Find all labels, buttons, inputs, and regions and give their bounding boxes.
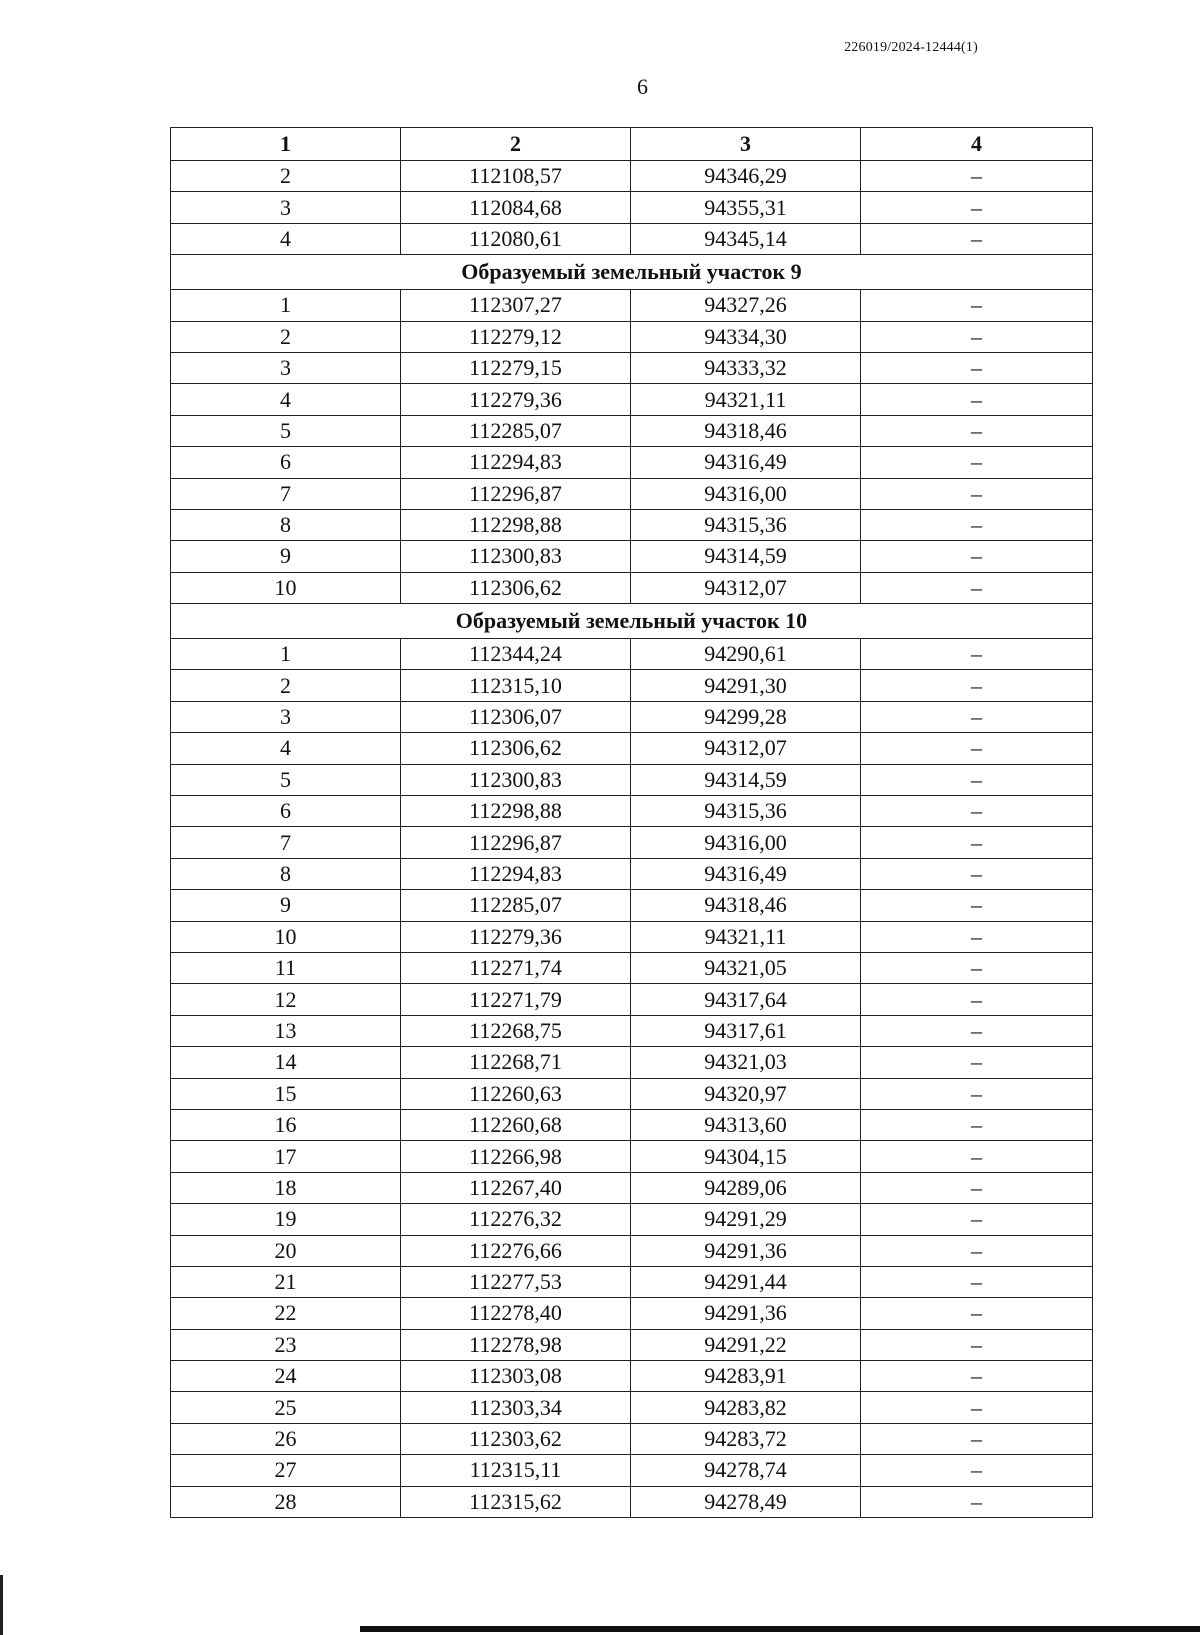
x-coordinate-cell: 112303,34 xyxy=(401,1392,631,1423)
table-row xyxy=(171,223,1093,254)
note-cell: – xyxy=(861,921,1093,952)
point-number-cell: 2 xyxy=(171,321,401,352)
table-row xyxy=(171,639,1093,670)
y-coordinate-cell: 94289,06 xyxy=(631,1172,861,1203)
table-row xyxy=(171,1486,1093,1517)
y-coordinate-cell: 94299,28 xyxy=(631,701,861,732)
x-coordinate-cell: 112315,10 xyxy=(401,670,631,701)
table-row xyxy=(171,1392,1093,1423)
note-cell: – xyxy=(861,352,1093,383)
note-cell: – xyxy=(861,541,1093,572)
table-row xyxy=(171,1078,1093,1109)
table-row xyxy=(171,1204,1093,1235)
table-row xyxy=(171,1361,1093,1392)
table-row xyxy=(171,478,1093,509)
table-row xyxy=(171,1235,1093,1266)
x-coordinate-cell: 112306,07 xyxy=(401,701,631,732)
table-row xyxy=(171,1266,1093,1297)
table-row xyxy=(171,384,1093,415)
table-row xyxy=(171,352,1093,383)
scan-left-edge xyxy=(0,1575,3,1635)
note-cell: – xyxy=(861,733,1093,764)
point-number-cell: 5 xyxy=(171,764,401,795)
point-number-cell: 12 xyxy=(171,984,401,1015)
table-row xyxy=(171,921,1093,952)
y-coordinate-cell: 94355,31 xyxy=(631,192,861,223)
y-coordinate-cell: 94304,15 xyxy=(631,1141,861,1172)
point-number-cell: 7 xyxy=(171,478,401,509)
y-coordinate-cell: 94278,49 xyxy=(631,1486,861,1517)
y-coordinate-cell: 94278,74 xyxy=(631,1455,861,1486)
note-cell: – xyxy=(861,1235,1093,1266)
y-coordinate-cell: 94316,49 xyxy=(631,858,861,889)
point-number-cell: 9 xyxy=(171,541,401,572)
y-coordinate-cell: 94312,07 xyxy=(631,733,861,764)
y-coordinate-cell: 94334,30 xyxy=(631,321,861,352)
table-row xyxy=(171,1298,1093,1329)
x-coordinate-cell: 112080,61 xyxy=(401,223,631,254)
column-header-3: 3 xyxy=(631,128,861,161)
x-coordinate-cell: 112260,63 xyxy=(401,1078,631,1109)
x-coordinate-cell: 112279,15 xyxy=(401,352,631,383)
table-row xyxy=(171,1455,1093,1486)
x-coordinate-cell: 112298,88 xyxy=(401,509,631,540)
y-coordinate-cell: 94290,61 xyxy=(631,639,861,670)
table-row xyxy=(171,827,1093,858)
point-number-cell: 4 xyxy=(171,384,401,415)
y-coordinate-cell: 94291,36 xyxy=(631,1235,861,1266)
point-number-cell: 6 xyxy=(171,447,401,478)
note-cell: – xyxy=(861,670,1093,701)
x-coordinate-cell: 112296,87 xyxy=(401,478,631,509)
x-coordinate-cell: 112108,57 xyxy=(401,161,631,192)
y-coordinate-cell: 94327,26 xyxy=(631,290,861,321)
y-coordinate-cell: 94321,03 xyxy=(631,1047,861,1078)
column-header-2: 2 xyxy=(401,128,631,161)
point-number-cell: 24 xyxy=(171,1361,401,1392)
y-coordinate-cell: 94283,72 xyxy=(631,1423,861,1454)
x-coordinate-cell: 112266,98 xyxy=(401,1141,631,1172)
table-row xyxy=(171,890,1093,921)
y-coordinate-cell: 94317,61 xyxy=(631,1015,861,1046)
section-header-row xyxy=(171,604,1093,639)
point-number-cell: 8 xyxy=(171,509,401,540)
y-coordinate-cell: 94320,97 xyxy=(631,1078,861,1109)
point-number-cell: 10 xyxy=(171,921,401,952)
y-coordinate-cell: 94283,91 xyxy=(631,1361,861,1392)
point-number-cell: 18 xyxy=(171,1172,401,1203)
note-cell: – xyxy=(861,192,1093,223)
point-number-cell: 17 xyxy=(171,1141,401,1172)
note-cell: – xyxy=(861,447,1093,478)
y-coordinate-cell: 94291,22 xyxy=(631,1329,861,1360)
point-number-cell: 3 xyxy=(171,352,401,383)
x-coordinate-cell: 112294,83 xyxy=(401,858,631,889)
table-row xyxy=(171,1015,1093,1046)
y-coordinate-cell: 94291,29 xyxy=(631,1204,861,1235)
point-number-cell: 6 xyxy=(171,796,401,827)
note-cell: – xyxy=(861,1486,1093,1517)
note-cell: – xyxy=(861,858,1093,889)
y-coordinate-cell: 94321,11 xyxy=(631,384,861,415)
note-cell: – xyxy=(861,639,1093,670)
point-number-cell: 3 xyxy=(171,701,401,732)
note-cell: – xyxy=(861,1047,1093,1078)
x-coordinate-cell: 112306,62 xyxy=(401,733,631,764)
note-cell: – xyxy=(861,1078,1093,1109)
x-coordinate-cell: 112306,62 xyxy=(401,572,631,603)
x-coordinate-cell: 112300,83 xyxy=(401,541,631,572)
note-cell: – xyxy=(861,1361,1093,1392)
note-cell: – xyxy=(861,1109,1093,1140)
y-coordinate-cell: 94283,82 xyxy=(631,1392,861,1423)
section-title: Образуемый земельный участок 10 xyxy=(171,604,1093,639)
table-row xyxy=(171,796,1093,827)
point-number-cell: 1 xyxy=(171,639,401,670)
point-number-cell: 19 xyxy=(171,1204,401,1235)
note-cell: – xyxy=(861,1392,1093,1423)
table-row xyxy=(171,415,1093,446)
table-row xyxy=(171,1141,1093,1172)
point-number-cell: 10 xyxy=(171,572,401,603)
point-number-cell: 4 xyxy=(171,733,401,764)
point-number-cell: 11 xyxy=(171,952,401,983)
x-coordinate-cell: 112278,40 xyxy=(401,1298,631,1329)
x-coordinate-cell: 112315,62 xyxy=(401,1486,631,1517)
point-number-cell: 13 xyxy=(171,1015,401,1046)
x-coordinate-cell: 112279,36 xyxy=(401,921,631,952)
point-number-cell: 23 xyxy=(171,1329,401,1360)
point-number-cell: 2 xyxy=(171,161,401,192)
page-number: 6 xyxy=(637,74,648,99)
point-number-cell: 16 xyxy=(171,1109,401,1140)
table-row xyxy=(171,541,1093,572)
x-coordinate-cell: 112276,66 xyxy=(401,1235,631,1266)
table-row xyxy=(171,1047,1093,1078)
y-coordinate-cell: 94346,29 xyxy=(631,161,861,192)
y-coordinate-cell: 94314,59 xyxy=(631,764,861,795)
point-number-cell: 5 xyxy=(171,415,401,446)
table-row xyxy=(171,952,1093,983)
y-coordinate-cell: 94314,59 xyxy=(631,541,861,572)
table-row xyxy=(171,701,1093,732)
note-cell: – xyxy=(861,1204,1093,1235)
x-coordinate-cell: 112344,24 xyxy=(401,639,631,670)
x-coordinate-cell: 112271,79 xyxy=(401,984,631,1015)
note-cell: – xyxy=(861,1298,1093,1329)
x-coordinate-cell: 112279,12 xyxy=(401,321,631,352)
note-cell: – xyxy=(861,1266,1093,1297)
point-number-cell: 15 xyxy=(171,1078,401,1109)
x-coordinate-cell: 112277,53 xyxy=(401,1266,631,1297)
note-cell: – xyxy=(861,384,1093,415)
table-row xyxy=(171,572,1093,603)
y-coordinate-cell: 94321,05 xyxy=(631,952,861,983)
y-coordinate-cell: 94312,07 xyxy=(631,572,861,603)
point-number-cell: 4 xyxy=(171,223,401,254)
table-row xyxy=(171,1423,1093,1454)
note-cell: – xyxy=(861,572,1093,603)
x-coordinate-cell: 112267,40 xyxy=(401,1172,631,1203)
column-header-4: 4 xyxy=(861,128,1093,161)
point-number-cell: 21 xyxy=(171,1266,401,1297)
x-coordinate-cell: 112084,68 xyxy=(401,192,631,223)
document-number: 226019/2024-12444(1) xyxy=(844,40,978,55)
x-coordinate-cell: 112268,75 xyxy=(401,1015,631,1046)
table-body xyxy=(171,161,1093,1518)
note-cell: – xyxy=(861,223,1093,254)
x-coordinate-cell: 112279,36 xyxy=(401,384,631,415)
table-row xyxy=(171,670,1093,701)
scan-bottom-edge xyxy=(360,1626,1200,1632)
note-cell: – xyxy=(861,796,1093,827)
table-row xyxy=(171,1109,1093,1140)
note-cell: – xyxy=(861,1329,1093,1360)
column-header-1: 1 xyxy=(171,128,401,161)
header-row xyxy=(171,128,1093,161)
x-coordinate-cell: 112278,98 xyxy=(401,1329,631,1360)
x-coordinate-cell: 112303,08 xyxy=(401,1361,631,1392)
x-coordinate-cell: 112294,83 xyxy=(401,447,631,478)
note-cell: – xyxy=(861,1172,1093,1203)
note-cell: – xyxy=(861,952,1093,983)
coordinates-table xyxy=(170,127,1093,1518)
x-coordinate-cell: 112268,71 xyxy=(401,1047,631,1078)
point-number-cell: 20 xyxy=(171,1235,401,1266)
point-number-cell: 25 xyxy=(171,1392,401,1423)
table-row xyxy=(171,290,1093,321)
x-coordinate-cell: 112285,07 xyxy=(401,415,631,446)
table-row xyxy=(171,984,1093,1015)
table-row xyxy=(171,733,1093,764)
y-coordinate-cell: 94291,36 xyxy=(631,1298,861,1329)
table-row xyxy=(171,509,1093,540)
note-cell: – xyxy=(861,1423,1093,1454)
note-cell: – xyxy=(861,1455,1093,1486)
y-coordinate-cell: 94316,00 xyxy=(631,478,861,509)
table-row xyxy=(171,161,1093,192)
section-header-row xyxy=(171,255,1093,290)
y-coordinate-cell: 94321,11 xyxy=(631,921,861,952)
x-coordinate-cell: 112296,87 xyxy=(401,827,631,858)
y-coordinate-cell: 94316,00 xyxy=(631,827,861,858)
note-cell: – xyxy=(861,984,1093,1015)
note-cell: – xyxy=(861,509,1093,540)
x-coordinate-cell: 112276,32 xyxy=(401,1204,631,1235)
point-number-cell: 2 xyxy=(171,670,401,701)
y-coordinate-cell: 94313,60 xyxy=(631,1109,861,1140)
note-cell: – xyxy=(861,1141,1093,1172)
x-coordinate-cell: 112315,11 xyxy=(401,1455,631,1486)
x-coordinate-cell: 112271,74 xyxy=(401,952,631,983)
y-coordinate-cell: 94318,46 xyxy=(631,890,861,921)
note-cell: – xyxy=(861,827,1093,858)
table-row xyxy=(171,192,1093,223)
x-coordinate-cell: 112307,27 xyxy=(401,290,631,321)
point-number-cell: 7 xyxy=(171,827,401,858)
note-cell: – xyxy=(861,890,1093,921)
y-coordinate-cell: 94291,30 xyxy=(631,670,861,701)
table-row xyxy=(171,1172,1093,1203)
x-coordinate-cell: 112303,62 xyxy=(401,1423,631,1454)
note-cell: – xyxy=(861,321,1093,352)
table-row xyxy=(171,764,1093,795)
y-coordinate-cell: 94317,64 xyxy=(631,984,861,1015)
note-cell: – xyxy=(861,415,1093,446)
y-coordinate-cell: 94315,36 xyxy=(631,796,861,827)
point-number-cell: 3 xyxy=(171,192,401,223)
table-header xyxy=(171,128,1093,161)
table-row xyxy=(171,1329,1093,1360)
point-number-cell: 14 xyxy=(171,1047,401,1078)
y-coordinate-cell: 94318,46 xyxy=(631,415,861,446)
point-number-cell: 8 xyxy=(171,858,401,889)
x-coordinate-cell: 112298,88 xyxy=(401,796,631,827)
point-number-cell: 9 xyxy=(171,890,401,921)
x-coordinate-cell: 112300,83 xyxy=(401,764,631,795)
point-number-cell: 1 xyxy=(171,290,401,321)
note-cell: – xyxy=(861,161,1093,192)
section-title: Образуемый земельный участок 9 xyxy=(171,255,1093,290)
note-cell: – xyxy=(861,764,1093,795)
note-cell: – xyxy=(861,701,1093,732)
point-number-cell: 26 xyxy=(171,1423,401,1454)
table-row xyxy=(171,447,1093,478)
note-cell: – xyxy=(861,478,1093,509)
y-coordinate-cell: 94316,49 xyxy=(631,447,861,478)
y-coordinate-cell: 94315,36 xyxy=(631,509,861,540)
y-coordinate-cell: 94345,14 xyxy=(631,223,861,254)
note-cell: – xyxy=(861,1015,1093,1046)
x-coordinate-cell: 112285,07 xyxy=(401,890,631,921)
point-number-cell: 27 xyxy=(171,1455,401,1486)
point-number-cell: 28 xyxy=(171,1486,401,1517)
table-row xyxy=(171,321,1093,352)
point-number-cell: 22 xyxy=(171,1298,401,1329)
y-coordinate-cell: 94291,44 xyxy=(631,1266,861,1297)
note-cell: – xyxy=(861,290,1093,321)
table-row xyxy=(171,858,1093,889)
x-coordinate-cell: 112260,68 xyxy=(401,1109,631,1140)
y-coordinate-cell: 94333,32 xyxy=(631,352,861,383)
